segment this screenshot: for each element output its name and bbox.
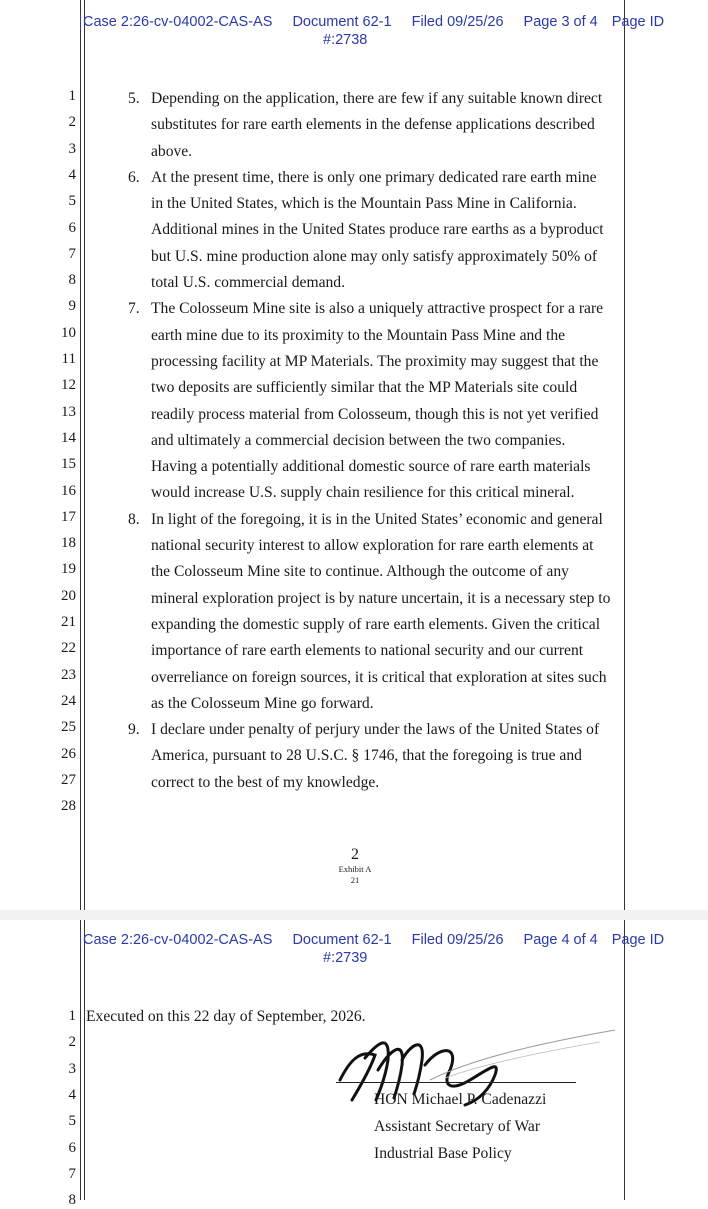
paragraph-line: but U.S. mine production alone may only satisfy approximately 50% of <box>151 247 598 265</box>
line-number: 27 <box>61 771 76 788</box>
document-number: Document 62-1 <box>292 932 392 948</box>
signatory-office: Industrial Base Policy <box>374 1145 512 1162</box>
signatory-block <box>374 1086 546 1167</box>
paragraph-line: Additional mines in the United States produce rare earths as a byproduct <box>151 221 604 239</box>
paragraph-line: Depending on the application, there are few if any suitable known direct <box>151 90 603 107</box>
line-number: 20 <box>61 587 76 604</box>
line-number: 26 <box>61 745 76 762</box>
line-number: 14 <box>61 429 76 446</box>
line-number: 8 <box>68 1192 76 1209</box>
paragraph-line: in the United States, which is the Mountain Pass Mine in California. <box>151 195 577 213</box>
document-page-4 <box>0 920 708 1209</box>
line-number: 19 <box>61 561 76 578</box>
line-number: 7 <box>68 245 76 262</box>
paragraph-line: would increase U.S. supply chain resilience for this critical mineral. <box>151 484 575 502</box>
paragraph-line: earth mine due to its proximity to the Mountain Pass Mine and the <box>151 326 566 344</box>
paragraph-line: and ultimately a commercial decision between the two companies. <box>151 431 566 449</box>
line-number: 15 <box>61 456 76 473</box>
line-number: 13 <box>61 403 76 420</box>
signatory-title: Assistant Secretary of War <box>374 1118 541 1135</box>
paragraph-line: In light of the foregoing, it is in the United States’ economic and general <box>151 510 603 528</box>
numbered-paragraph <box>128 86 648 165</box>
paragraph-number: 7. <box>128 300 140 318</box>
numbered-paragraph <box>128 296 648 506</box>
page-id-number: #:2738 <box>323 32 368 48</box>
filed-date: Filed 09/25/26 <box>411 932 504 948</box>
paragraph-line: importance of rare earth elements to national security and our current <box>151 642 584 660</box>
line-number: 25 <box>61 719 76 736</box>
left-margin-line-inner <box>84 920 85 1200</box>
left-margin-line <box>80 920 81 1200</box>
line-number: 23 <box>61 666 76 683</box>
line-number: 28 <box>61 798 76 815</box>
page-id-number: #:2739 <box>323 950 368 966</box>
line-number: 16 <box>61 482 76 499</box>
paragraph-line: overreliance on foreign sources, it is critical that exploration at sites such <box>151 668 607 686</box>
paragraph-number: 8. <box>128 510 140 528</box>
paragraph-line: The Colosseum Mine site is also a uniquely attractive prospect for a rare <box>151 300 604 318</box>
paragraph-line: readily process material from Colosseum, though this is not yet verified <box>151 405 599 423</box>
line-number: 3 <box>68 140 76 157</box>
line-number: 2 <box>68 114 76 131</box>
paragraph-line: mineral exploration project is by nature uncertain, it is a necessary step to <box>151 589 611 607</box>
page-id-label: Page ID <box>611 14 665 30</box>
line-number: 7 <box>68 1165 76 1182</box>
line-number: 18 <box>61 535 76 552</box>
paragraph-line: total U.S. commercial demand. <box>151 274 346 292</box>
line-number: 1 <box>68 1008 76 1024</box>
paragraph-line: Having a potentially additional domestic source of rare earth materials <box>151 458 591 476</box>
document-number: Document 62-1 <box>292 14 392 30</box>
line-number: 21 <box>61 614 76 630</box>
paragraph-line: national security interest to allow exploration for rare earth elements at <box>151 537 594 555</box>
page-number: 2 <box>351 846 359 863</box>
line-number: 6 <box>68 219 76 236</box>
paragraph-line: At the present time, there is only one primary dedicated rare earth mine <box>151 168 597 186</box>
case-number: Case 2:26-cv-04002-CAS-AS <box>80 932 272 948</box>
filed-date: Filed 09/25/26 <box>411 14 504 30</box>
paragraph-line: above. <box>151 142 193 160</box>
left-margin-line <box>80 0 81 910</box>
line-number: 5 <box>68 193 76 210</box>
page-id-label: Page ID <box>611 932 665 948</box>
line-number: 4 <box>68 166 76 183</box>
case-header <box>80 932 665 966</box>
page-of: Page 4 of 4 <box>523 932 598 948</box>
page-footer <box>300 846 410 886</box>
paragraph-line: as the Colosseum Mine go forward. <box>151 694 374 712</box>
line-number: 24 <box>61 692 76 709</box>
signatory-name: HON Michael P. Cadenazzi <box>374 1091 547 1108</box>
left-margin-line-inner <box>84 0 85 910</box>
execution-statement: Executed on this 22 day of September, 2026. <box>86 1008 366 1025</box>
paragraph-line: America, pursuant to 28 U.S.C. § 1746, that the foregoing is true and <box>151 747 582 765</box>
paragraph-line: processing facility at MP Materials. The proximity may suggest that the <box>151 352 599 370</box>
line-number: 12 <box>61 377 76 394</box>
case-header <box>80 14 665 48</box>
signature-line <box>336 1082 576 1083</box>
paragraph-number: 9. <box>128 721 140 739</box>
line-number: 4 <box>68 1086 76 1103</box>
line-number: 22 <box>61 640 76 657</box>
line-number: 11 <box>61 351 76 367</box>
line-number: 3 <box>68 1060 76 1077</box>
line-number: 17 <box>61 508 76 525</box>
page-of: Page 3 of 4 <box>523 14 598 30</box>
line-number: 10 <box>61 324 76 341</box>
exhibit-page: 21 <box>350 875 360 885</box>
line-number: 5 <box>68 1113 76 1130</box>
numbered-paragraph <box>128 507 648 717</box>
paragraph-line: correct to the best of my knowledge. <box>151 773 380 791</box>
line-number: 8 <box>68 272 76 289</box>
page-gap <box>0 910 708 920</box>
exhibit-label: Exhibit A <box>338 864 372 874</box>
paragraph-line: the Colosseum Mine site to continue. Although the outcome of any <box>151 563 569 581</box>
line-number: 1 <box>68 88 76 104</box>
right-margin-line <box>624 920 625 1200</box>
paragraph-line: expanding the domestic supply of rare earth elements. Given the critical <box>151 615 601 633</box>
line-number: 9 <box>68 298 76 315</box>
case-number: Case 2:26-cv-04002-CAS-AS <box>80 14 272 30</box>
numbered-paragraph <box>128 165 648 297</box>
paragraph-number: 6. <box>128 168 140 186</box>
paragraph-line: substitutes for rare earth elements in the defense applications described <box>151 116 595 134</box>
paragraph-line: I declare under penalty of perjury under the laws of the United States of <box>151 721 600 739</box>
numbered-paragraph <box>128 717 648 796</box>
line-number: 6 <box>68 1139 76 1156</box>
paragraph-line: two deposits are sufficiently similar that the MP Materials site could <box>151 379 578 397</box>
paragraph-number: 5. <box>128 90 140 107</box>
line-number: 2 <box>68 1034 76 1051</box>
